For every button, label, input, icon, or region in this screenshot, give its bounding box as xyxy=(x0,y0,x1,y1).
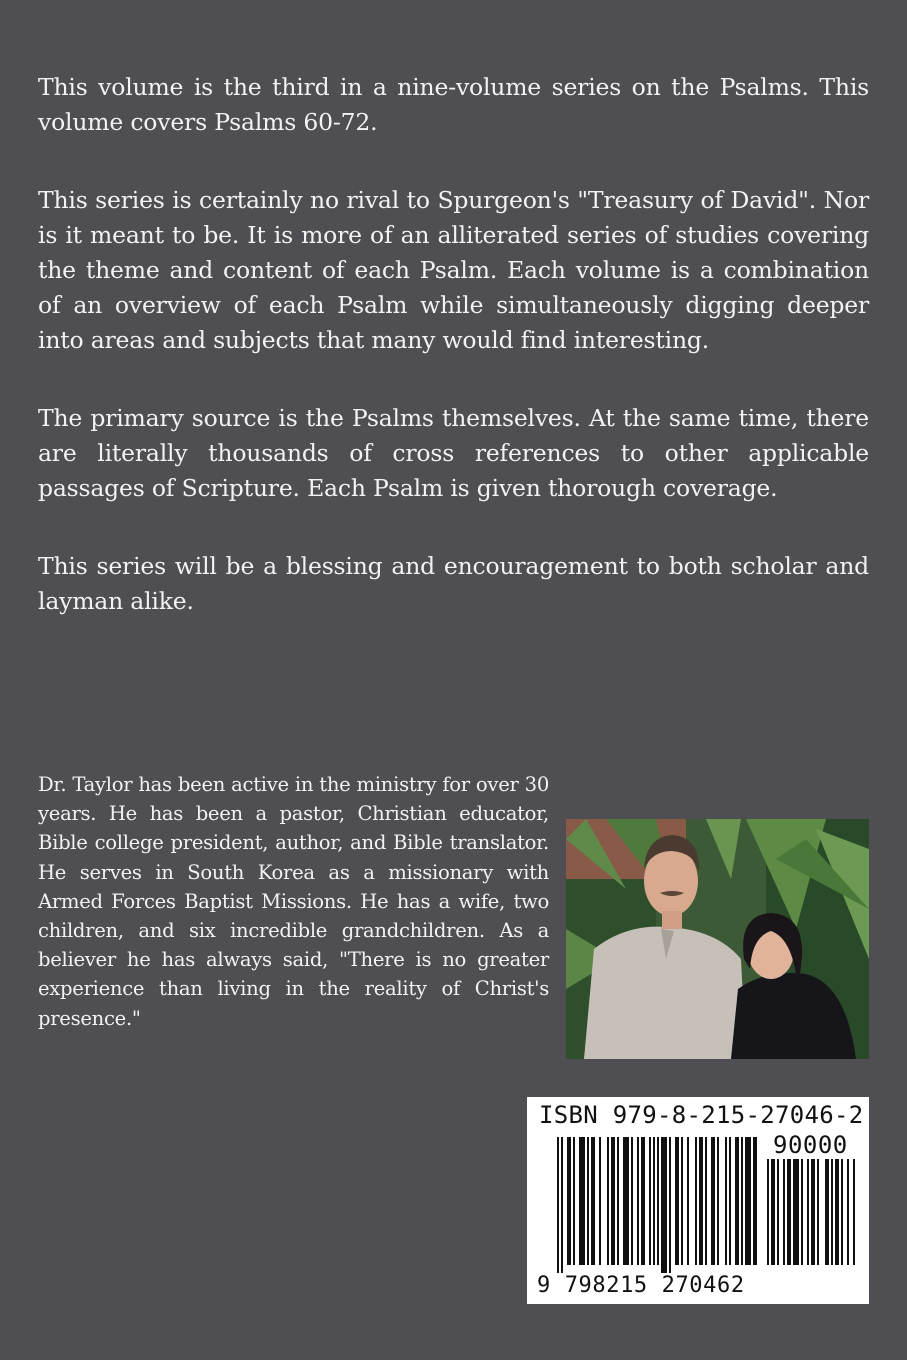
barcode-bar xyxy=(637,1137,639,1265)
barcode-bar xyxy=(741,1137,743,1265)
isbn-barcode xyxy=(527,1097,869,1304)
barcode-bar xyxy=(841,1159,843,1265)
barcode-bar xyxy=(745,1137,751,1265)
barcode-bar xyxy=(735,1137,739,1265)
barcode-bar xyxy=(801,1159,803,1265)
barcode-bar xyxy=(853,1159,855,1265)
barcode-bar xyxy=(787,1159,791,1265)
barcode-bar xyxy=(717,1137,719,1265)
barcode-bar xyxy=(771,1159,775,1265)
barcode-bar xyxy=(687,1137,689,1265)
barcode-bar xyxy=(811,1159,815,1265)
barcode-bar xyxy=(573,1137,575,1265)
barcode-bar xyxy=(579,1137,585,1265)
barcode-bar xyxy=(807,1159,809,1265)
barcode-bar xyxy=(649,1137,651,1265)
barcode-bar xyxy=(631,1137,633,1265)
barcode-bar xyxy=(729,1137,731,1265)
author-bio xyxy=(38,770,549,1033)
barcode-bar xyxy=(699,1137,703,1265)
barcode-bar xyxy=(783,1159,785,1265)
back-cover-blurb xyxy=(38,70,869,662)
barcode-bar xyxy=(669,1137,671,1273)
isbn-label: ISBN 979-8-215-27046-2 xyxy=(539,1101,864,1129)
barcode-bar xyxy=(599,1137,601,1265)
barcode-bar xyxy=(591,1137,595,1265)
barcode-bar xyxy=(661,1137,667,1273)
barcode-bar xyxy=(607,1137,609,1265)
barcode-bar xyxy=(711,1137,715,1265)
barcode-bar xyxy=(835,1159,839,1265)
barcode-bar xyxy=(587,1137,589,1265)
barcode-bar xyxy=(695,1137,697,1265)
barcode-bar xyxy=(675,1137,679,1265)
barcode-bar xyxy=(623,1137,629,1265)
barcode-bar xyxy=(793,1159,799,1265)
barcode-bar xyxy=(777,1159,779,1265)
ean-bars xyxy=(557,1137,757,1277)
barcode-bar xyxy=(561,1137,563,1273)
addon-bars xyxy=(767,1159,863,1299)
ean-digits: 9 798215 270462 xyxy=(537,1273,745,1298)
barcode-bar xyxy=(831,1159,833,1265)
price-code: 90000 xyxy=(773,1131,848,1159)
barcode-bar xyxy=(617,1137,619,1265)
barcode-bar xyxy=(653,1137,655,1265)
barcode-bar xyxy=(705,1137,707,1265)
barcode-bar xyxy=(725,1137,727,1265)
blurb-paragraph-2: This series is certainly no rival to Spurgeon's "Treasury of David". Nor is it meant to be. It is more of an alliterated series of studies covering the theme and content of each Psalm. Each volume is a combination of an overview of each Psalm while simultaneously digging deeper into areas and subjects that many would find interesting. xyxy=(38,186,869,354)
barcode-bar xyxy=(825,1159,829,1265)
blurb-paragraph-3: The primary source is the Psalms themselves. At the same time, there are literally thousands of cross references to other applicable passages of Scripture. Each Psalm is given thorough coverage. xyxy=(38,404,869,502)
barcode-bar xyxy=(567,1137,571,1265)
barcode-bar xyxy=(767,1159,769,1265)
author-bio-text: Dr. Taylor has been active in the ministry for over 30 years. He has been a pastor, Christian educator, Bible college president, author, and Bible translator. He serves in South Korea as a missionary with Armed Forces Baptist Missions. He has a wife, two children, and six incredible grandchildren. As a believer he has always said, "There is no greater experience than living in the reality of Christ's presence." xyxy=(38,773,549,1030)
barcode-bar xyxy=(611,1137,615,1265)
barcode-bar xyxy=(817,1159,819,1265)
barcode-bar xyxy=(557,1137,559,1273)
barcode-bar xyxy=(641,1137,645,1265)
barcode-bar xyxy=(657,1137,659,1265)
barcode-bar xyxy=(847,1159,849,1265)
barcode-bar xyxy=(753,1137,757,1265)
blurb-paragraph-1: This volume is the third in a nine-volume series on the Psalms. This volume covers Psalms 60-72. xyxy=(38,73,869,136)
blurb-paragraph-4: This series will be a blessing and encouragement to both scholar and layman alike. xyxy=(38,552,869,615)
barcode-bar xyxy=(681,1137,683,1265)
author-photo xyxy=(566,819,869,1059)
